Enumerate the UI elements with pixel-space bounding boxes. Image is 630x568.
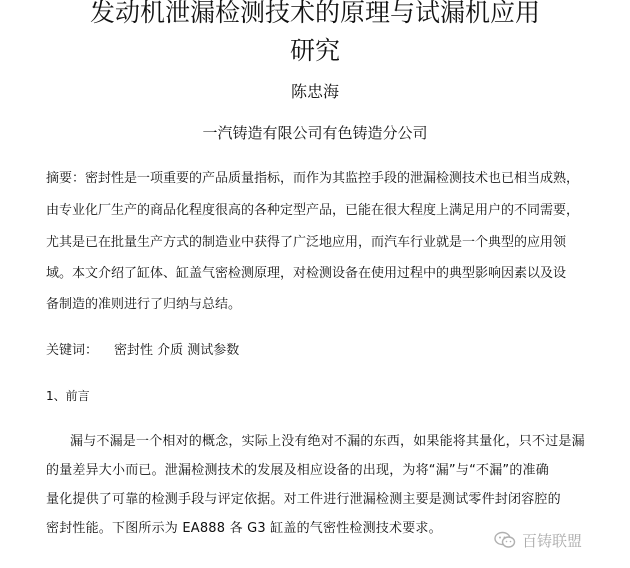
body-paragraph-line: 量化提供了可靠的检测手段与评定依据。对工件进行泄漏检测主要是测试零件封闭容腔的 [46,492,561,507]
abstract-line: 摘要：密封性是一项重要的产品质量指标，而作为其监控手段的泄漏检测技术也已相当成熟， [46,171,580,186]
author-name: 陈忠海 [290,82,339,101]
body-paragraph-line: 漏与不漏是一个相对的概念，实际上没有绝对不漏的东西，如果能将其量化，只不过是漏 [70,434,585,449]
abstract-line: 备制造的准则进行了归纳与总结。 [46,297,242,312]
abstract-line: 由专业化厂生产的商品化程度很高的各种定型产品，已能在很大程度上满足用户的不同需要， [46,203,580,218]
abstract-line: 域。本文介绍了缸体、缸盖气密检测原理，对检测设备在使用过程中的典型影响因素以及设 [46,266,567,281]
body-paragraph-line: 的量差异大小而已。泄漏检测技术的发展及相应设备的出现，为将“漏”与“不漏”的准确 [46,463,549,478]
keywords-list: 密封性 介质 测试参数 [114,343,240,358]
wechat-icon [494,531,516,549]
watermark-text: 百铸联盟 [522,531,583,550]
section-heading: 1、前言 [46,389,90,403]
author-affiliation: 一汽铸造有限公司有色铸造分公司 [202,124,428,142]
source-watermark [494,528,582,552]
abstract-line: 尤其是已在批量生产方式的制造业中获得了广泛地应用，而汽车行业就是一个典型的应用领 [46,235,567,250]
paper-title-line-2: 研究 [289,36,340,65]
keywords [46,344,239,357]
keywords-label: 关键词： [46,343,99,358]
paper-title-line-1: 发动机泄漏检测技术的原理与试漏机应用 [89,0,540,27]
body-paragraph-line: 密封性能。下图所示为 EA888 各 G3 缸盖的气密性检测技术要求。 [46,521,442,536]
